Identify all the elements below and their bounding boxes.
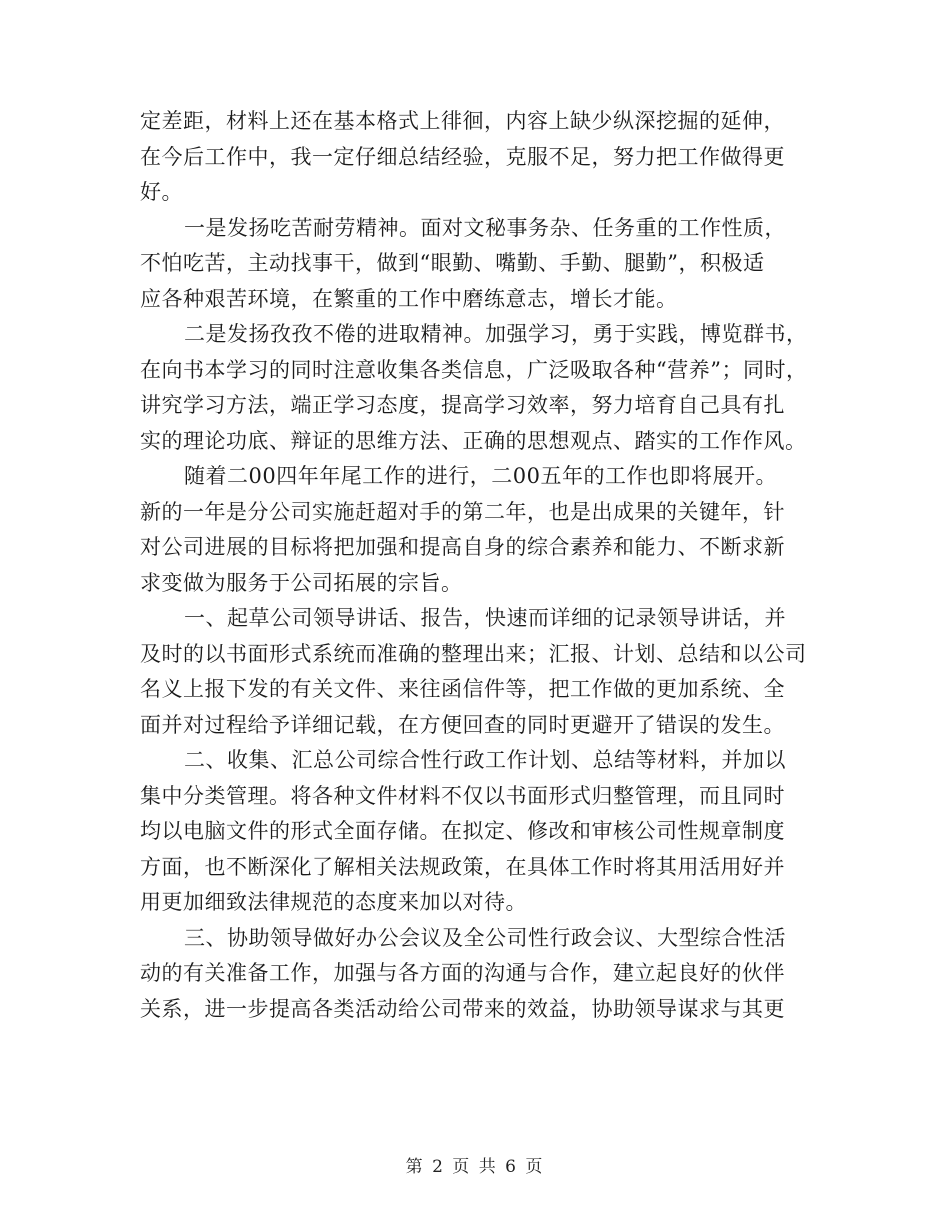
text-line: 应各种艰苦环境，在繁重的工作中磨练意志，增长才能。 <box>140 286 678 311</box>
text-line: 随着二00四年年尾工作的进行，二00五年的工作也即将展开。 <box>184 464 777 488</box>
text-line: 名义上报下发的有关文件、来往函信件等，把工作做的更加系统、全 <box>140 677 785 701</box>
text-line: 均以电脑文件的形式全面存储。在拟定、修改和审核公司性规章制度 <box>140 819 785 843</box>
text-line: 面并对过程给予详细记载，在方便回查的同时更避开了错误的发生。 <box>140 712 785 737</box>
text-line: 三、协助领导做好办公会议及全公司性行政会议、大型综合性活 <box>184 925 786 950</box>
text-line: 方面，也不断深化了解相关法规政策，在具体工作时将其用活用好并 <box>140 854 785 879</box>
text-line: 新的一年是分公司实施赶超对手的第二年，也是出成果的关键年，针 <box>140 499 785 524</box>
text-line: 在向书本学习的同时注意收集各类信息，广泛吸取各种“营养”；同时， <box>140 357 808 382</box>
text-line: 实的理论功底、辩证的思维方法、正确的思想观点、踏实的工作作风。 <box>140 428 807 453</box>
text-line: 在今后工作中，我一定仔细总结经验，克服不足，努力把工作做得更 <box>140 144 785 169</box>
text-line: 求变做为服务于公司拓展的宗旨。 <box>140 570 463 595</box>
text-line: 集中分类管理。将各种文件材料不仅以书面形式归整管理，而且同时 <box>140 783 785 808</box>
document-body <box>140 104 808 1027</box>
text-line: 二是发扬孜孜不倦的进取精神。加强学习，勇于实践，博览群书， <box>184 322 808 346</box>
text-line: 不怕吃苦，主动找事干，做到“眼勤、嘴勤、手勤、腿勤”，积极适 <box>140 251 765 275</box>
text-line: 一是发扬吃苦耐劳精神。面对文秘事务杂、任务重的工作性质， <box>184 215 786 240</box>
text-line: 一、起草公司领导讲话、报告，快速而详细的记录领导讲话，并 <box>184 606 786 630</box>
page-number-footer: 第 2 页 共 6 页 <box>405 1157 545 1177</box>
text-line: 好。 <box>140 180 183 204</box>
text-line: 讲究学习方法，端正学习态度，提高学习效率，努力培育自己具有扎 <box>140 393 785 417</box>
text-line: 用更加细致法律规范的态度来加以对待。 <box>140 890 527 914</box>
text-line: 动的有关准备工作，加强与各方面的沟通与合作，建立起良好的伙伴 <box>140 961 785 985</box>
text-line: 关系，进一步提高各类活动给公司带来的效益，协助领导谋求与其更 <box>140 996 785 1021</box>
text-line: 对公司进展的目标将把加强和提高自身的综合素养和能力、不断求新 <box>140 535 785 559</box>
text-line: 定差距，材料上还在基本格式上徘徊，内容上缺少纵深挖掘的延伸， <box>140 109 785 133</box>
text-line: 二、收集、汇总公司综合性行政工作计划、总结等材料，并加以 <box>184 748 786 772</box>
text-line: 及时的以书面形式系统而准确的整理出来；汇报、计划、总结和以公司 <box>140 641 807 666</box>
